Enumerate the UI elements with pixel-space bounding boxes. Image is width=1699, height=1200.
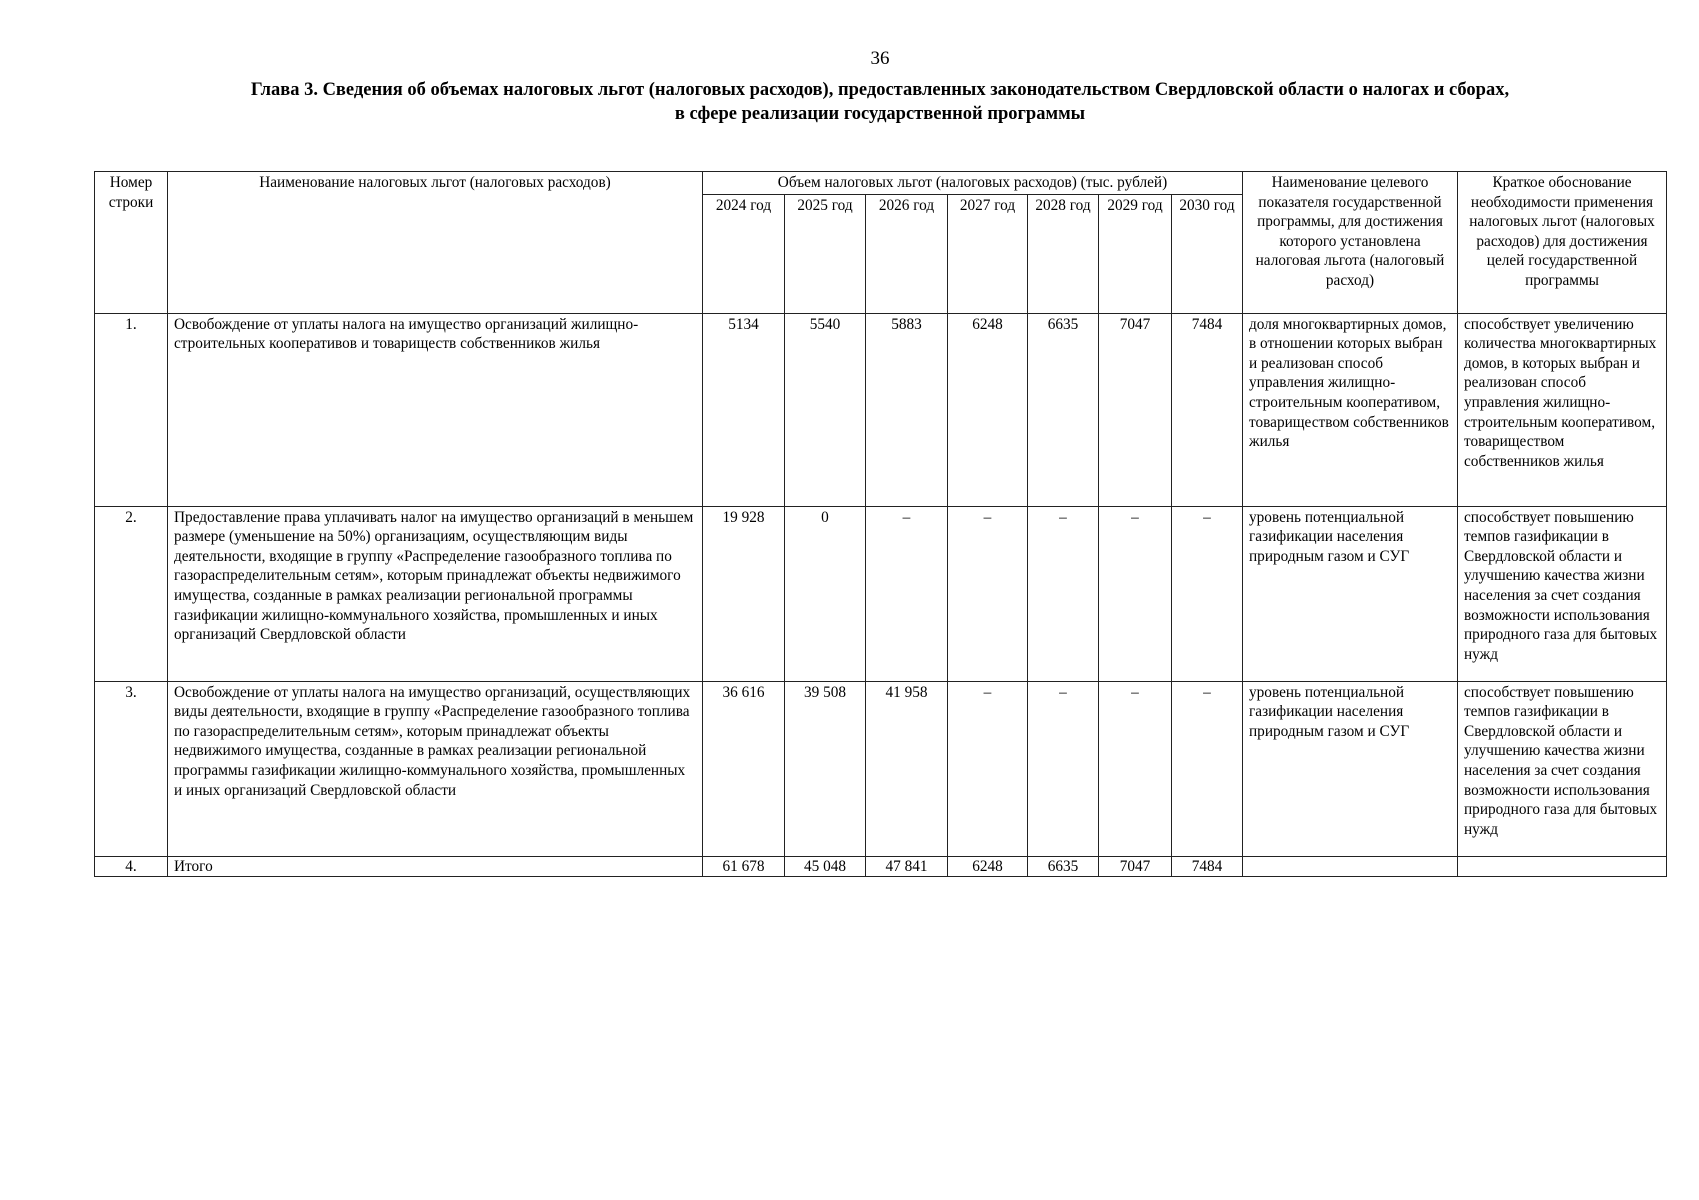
benefit-name: Предоставление права уплачивать налог на имущество организаций в меньшем размере (уменьшение на 50%) организациям, осуществляющим виды деятельности, входящие в группу «Распределение газообразного топлива по газораспределительным сетям», которым принадлежат объекты недвижимого имущества, созданные в рамках реализации региональной программы газификации жилищно-коммунального хозяйства, промышленных и иных организаций Свердловской области — [168, 506, 703, 681]
value-cell: – — [1028, 506, 1099, 681]
table-row — [95, 506, 1667, 681]
header-year: 2025 год — [785, 194, 866, 313]
header-year: 2026 год — [866, 194, 948, 313]
value-cell: 7047 — [1099, 313, 1172, 506]
header-justification: Краткое обоснование необходимости применения налоговых льгот (налоговых расходов) для достижения целей государственной программы — [1458, 172, 1667, 314]
value-cell: 6635 — [1028, 313, 1099, 506]
value-cell: 6248 — [948, 313, 1028, 506]
row-number: 1. — [95, 313, 168, 506]
target-indicator: доля многоквартирных домов, в отношении которых выбран и реализован способ управления жилищно-строительным кооперативом, товариществом собственников жилья — [1243, 313, 1458, 506]
value-cell: 36 616 — [703, 681, 785, 856]
justification: способствует повышению темпов газификации в Свердловской области и улучшению качества жизни населения за счет создания возможности использования природного газа для бытовых нужд — [1458, 681, 1667, 856]
header-benefit-name: Наименование налоговых льгот (налоговых расходов) — [168, 172, 703, 314]
value-cell: 5540 — [785, 313, 866, 506]
value-cell: – — [866, 506, 948, 681]
total-value-cell: 7484 — [1172, 856, 1243, 877]
justification — [1458, 856, 1667, 877]
value-cell: – — [948, 506, 1028, 681]
chapter-heading-line-1: Глава 3. Сведения об объемах налоговых льгот (налоговых расходов), предоставленных законодательством Свердловской области о налогах и сборах, — [250, 80, 1510, 100]
row-number: 2. — [95, 506, 168, 681]
value-cell: 7484 — [1172, 313, 1243, 506]
value-cell: 19 928 — [703, 506, 785, 681]
header-year: 2030 год — [1172, 194, 1243, 313]
header-year: 2027 год — [948, 194, 1028, 313]
value-cell: – — [1028, 681, 1099, 856]
total-value-cell: 61 678 — [703, 856, 785, 877]
chapter-heading-line-2: в сфере реализации государственной программы — [674, 104, 1086, 124]
total-value-cell: 6248 — [948, 856, 1028, 877]
value-cell: 0 — [785, 506, 866, 681]
header-year: 2029 год — [1099, 194, 1172, 313]
header-target-indicator: Наименование целевого показателя государственной программы, для достижения которого установлена налоговая льгота (налоговый расход) — [1243, 172, 1458, 314]
value-cell: 41 958 — [866, 681, 948, 856]
value-cell: – — [948, 681, 1028, 856]
total-row — [95, 856, 1667, 877]
header-row — [95, 172, 1667, 195]
header-number: Номер строки — [95, 172, 168, 314]
value-cell: – — [1099, 681, 1172, 856]
value-cell: – — [1172, 506, 1243, 681]
justification: способствует повышению темпов газификации в Свердловской области и улучшению качества жизни населения за счет создания возможности использования природного газа для бытовых нужд — [1458, 506, 1667, 681]
justification: способствует увеличению количества многоквартирных домов, в которых выбран и реализован способ управления жилищно-строительным кооперативом, товариществом собственников жилья — [1458, 313, 1667, 506]
chapter-heading — [110, 78, 1650, 126]
total-value-cell: 6635 — [1028, 856, 1099, 877]
row-number: 4. — [95, 856, 168, 877]
header-year: 2024 год — [703, 194, 785, 313]
page-number: 36 — [870, 48, 890, 69]
value-cell: 5134 — [703, 313, 785, 506]
target-indicator: уровень потенциальной газификации населения природным газом и СУГ — [1243, 681, 1458, 856]
value-cell: 39 508 — [785, 681, 866, 856]
value-cell: 5883 — [866, 313, 948, 506]
header-year: 2028 год — [1028, 194, 1099, 313]
benefit-name: Освобождение от уплаты налога на имущество организаций жилищно-строительных кооперативов и товариществ собственников жилья — [168, 313, 703, 506]
value-cell: – — [1099, 506, 1172, 681]
total-value-cell: 7047 — [1099, 856, 1172, 877]
value-cell: – — [1172, 681, 1243, 856]
total-value-cell: 45 048 — [785, 856, 866, 877]
table-row — [95, 681, 1667, 856]
tax-benefits-table — [94, 171, 1667, 877]
target-indicator — [1243, 856, 1458, 877]
header-volume: Объем налоговых льгот (налоговых расходов) (тыс. рублей) — [703, 172, 1243, 195]
total-value-cell: 47 841 — [866, 856, 948, 877]
benefit-name: Итого — [168, 856, 703, 877]
row-number: 3. — [95, 681, 168, 856]
table-row — [95, 313, 1667, 506]
benefit-name: Освобождение от уплаты налога на имущество организаций, осуществляющих виды деятельности, входящие в группу «Распределение газообразного топлива по газораспределительным сетям», которым принадлежат объекты недвижимого имущества, созданные в рамках реализации региональной программы газификации жилищно-коммунального хозяйства, промышленных и иных организаций Свердловской области — [168, 681, 703, 856]
target-indicator: уровень потенциальной газификации населения природным газом и СУГ — [1243, 506, 1458, 681]
